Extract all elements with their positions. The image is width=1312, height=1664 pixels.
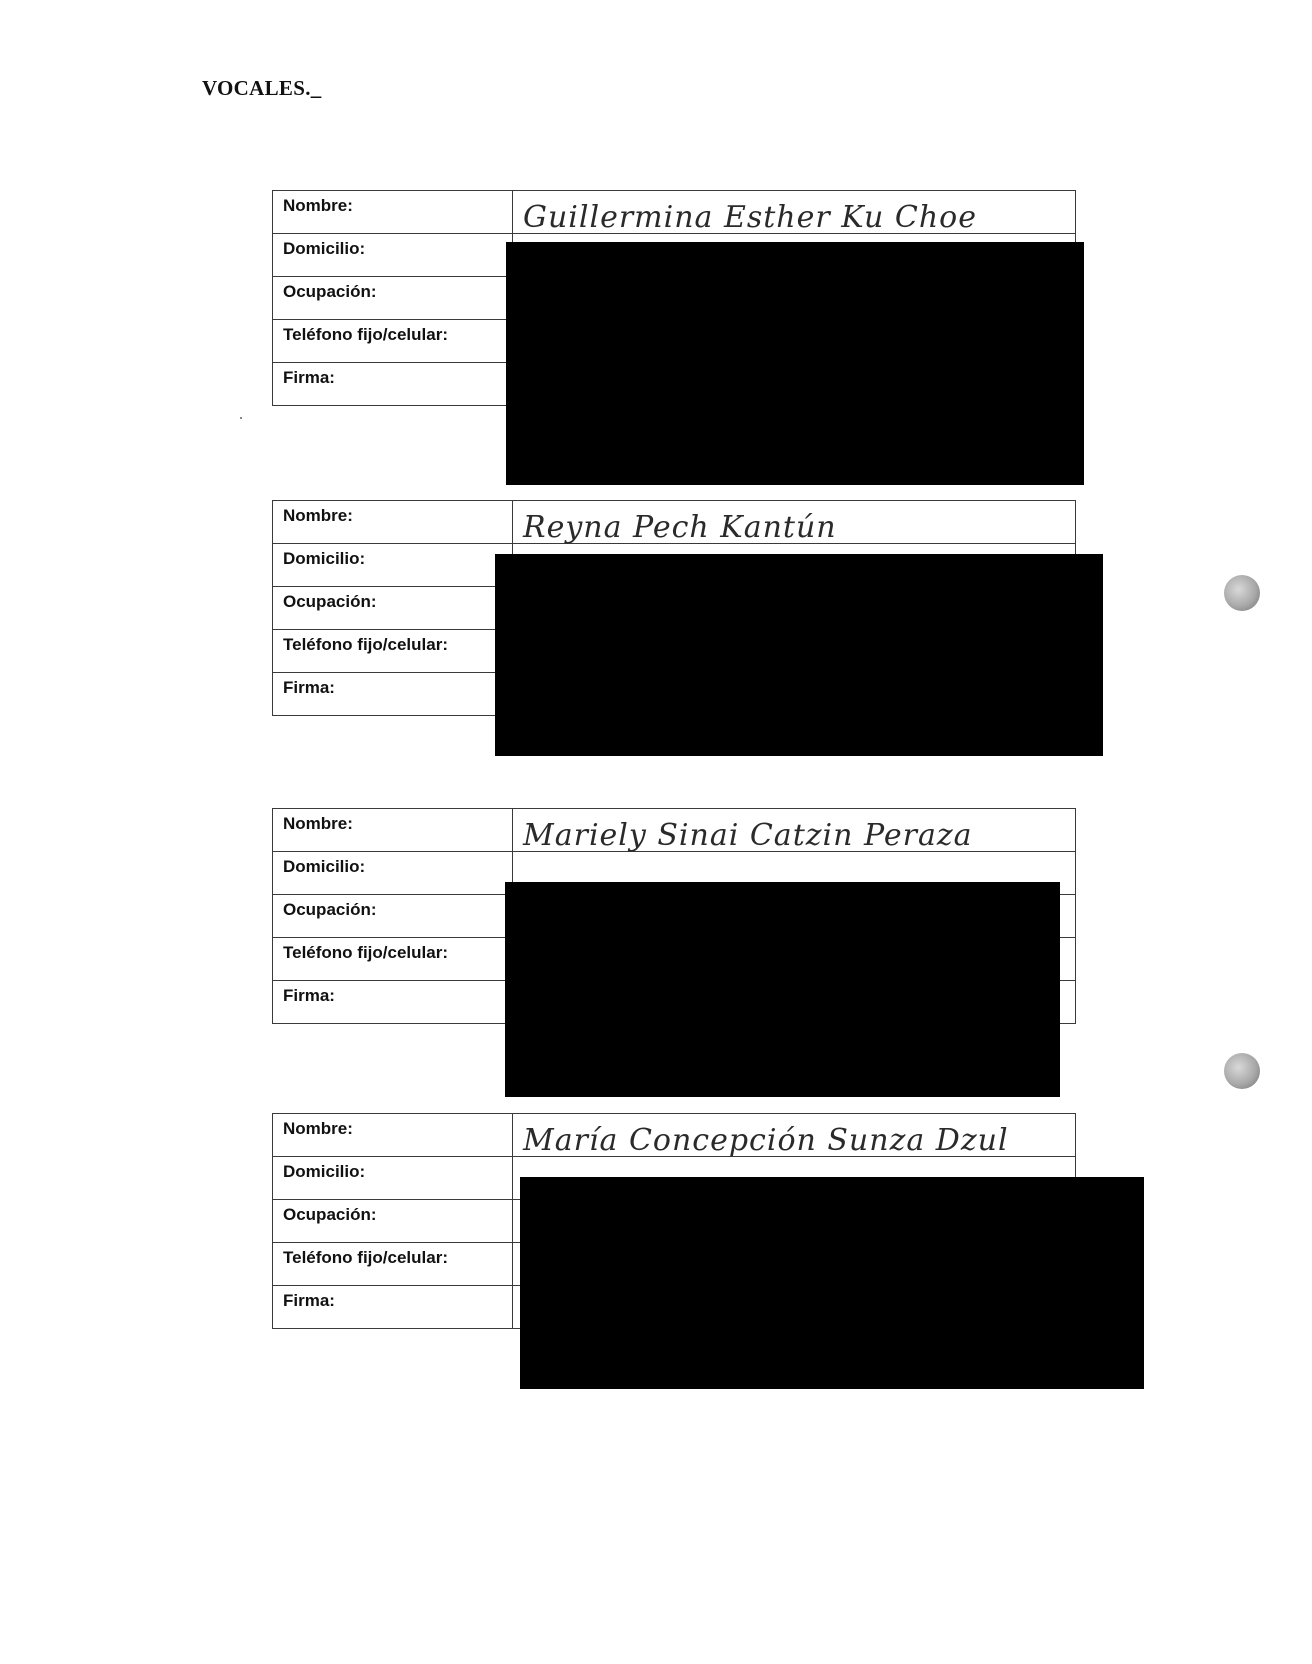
label-ocupacion: Ocupación:: [283, 900, 377, 919]
row-nombre: [273, 191, 1076, 234]
redaction-block: [520, 1177, 1144, 1389]
row-nombre: [273, 1114, 1076, 1157]
label-ocupacion: Ocupación:: [283, 592, 377, 611]
label-telefono: Teléfono fijo/celular:: [283, 635, 448, 654]
label-nombre: Nombre:: [283, 506, 353, 525]
label-domicilio: Domicilio:: [283, 857, 366, 876]
label-nombre: Nombre:: [283, 196, 353, 215]
label-telefono: Teléfono fijo/celular:: [283, 943, 448, 962]
label-firma: Firma:: [283, 678, 335, 697]
label-firma: Firma:: [283, 986, 335, 1005]
label-telefono: Teléfono fijo/celular:: [283, 1248, 448, 1267]
redaction-block: [506, 242, 1084, 485]
punch-hole-icon: [1224, 1053, 1260, 1089]
row-nombre: [273, 501, 1076, 544]
label-nombre: Nombre:: [283, 1119, 353, 1138]
label-ocupacion: Ocupación:: [283, 282, 377, 301]
redaction-block: [495, 554, 1103, 756]
row-nombre: [273, 809, 1076, 852]
punch-hole-icon: [1224, 575, 1260, 611]
handwritten-nombre: María Concepción Sunza Dzul: [523, 1123, 1009, 1158]
label-domicilio: Domicilio:: [283, 549, 366, 568]
handwritten-nombre: Guillermina Esther Ku Choe: [523, 200, 977, 235]
redaction-block: [505, 882, 1060, 1097]
scan-speck: [240, 417, 242, 419]
handwritten-nombre: Reyna Pech Kantún: [523, 510, 837, 545]
label-ocupacion: Ocupación:: [283, 1205, 377, 1224]
label-domicilio: Domicilio:: [283, 1162, 366, 1181]
page-title: VOCALES._: [202, 76, 322, 100]
label-domicilio: Domicilio:: [283, 239, 366, 258]
label-telefono: Teléfono fijo/celular:: [283, 325, 448, 344]
handwritten-nombre: Mariely Sinai Catzin Peraza: [523, 818, 973, 853]
label-firma: Firma:: [283, 1291, 335, 1310]
label-nombre: Nombre:: [283, 814, 353, 833]
label-firma: Firma:: [283, 368, 335, 387]
